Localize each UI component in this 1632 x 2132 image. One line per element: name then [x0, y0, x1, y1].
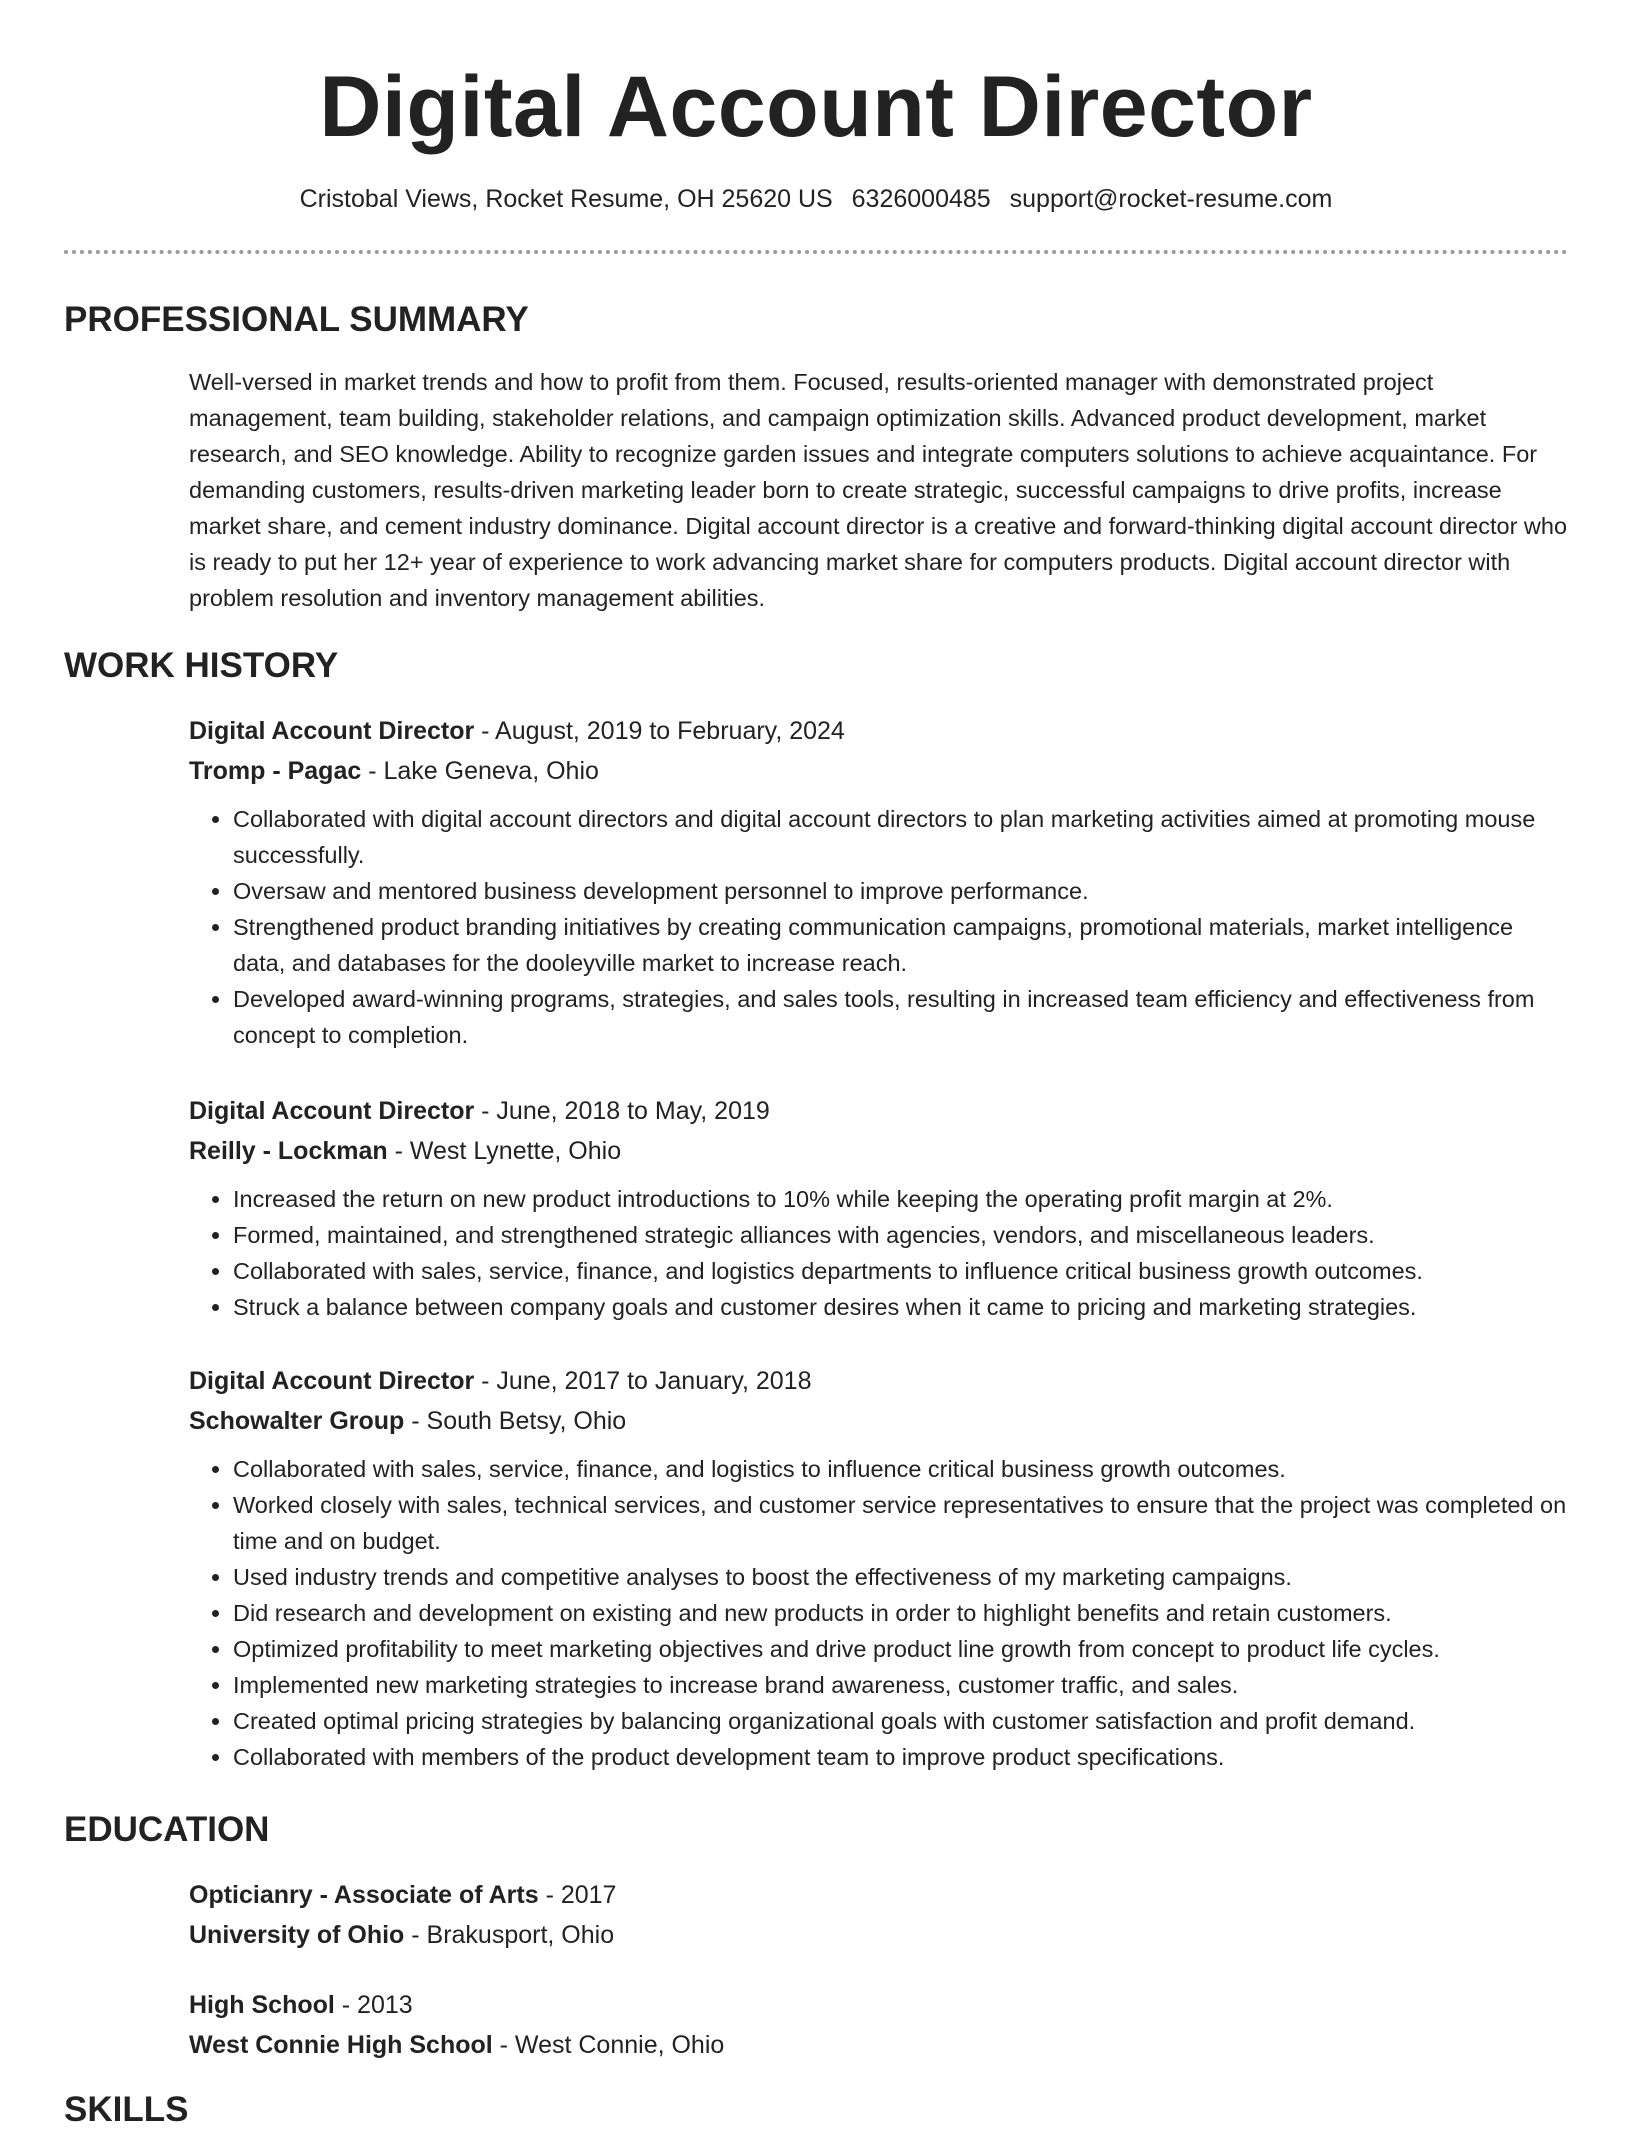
- summary-heading: PROFESSIONAL SUMMARY: [64, 300, 529, 339]
- job-entry: [189, 1091, 1569, 1325]
- job-bullet: • Struck a balance between company goals and customer desires when it came to pricing and marketing strategies.: [233, 1289, 1569, 1325]
- job-title-line: [189, 1091, 1569, 1131]
- job-bullet: • Implemented new marketing strategies to increase brand awareness, customer traffic, and sales.: [233, 1667, 1569, 1703]
- resume-name: Digital Account Director: [319, 59, 1313, 155]
- job-location: - South Betsy, Ohio: [404, 1407, 627, 1435]
- job-bullet: • Collaborated with members of the product development team to improve product specifications.: [233, 1739, 1569, 1775]
- job-company: Schowalter Group: [189, 1407, 405, 1435]
- job-bullet: • Worked closely with sales, technical services, and customer service representatives to ensure that the project was completed on time and on budget.: [233, 1487, 1569, 1559]
- education-school: West Connie High School: [189, 2031, 493, 2059]
- job-bullets: [189, 1181, 1569, 1325]
- header-divider: [64, 250, 1568, 254]
- education-degree: Opticianry - Associate of Arts: [189, 1881, 539, 1909]
- education-entry: [189, 1875, 1569, 1955]
- job-bullet: • Used industry trends and competitive analyses to boost the effectiveness of my marketing campaigns.: [233, 1559, 1569, 1595]
- work-history-heading: WORK HISTORY: [64, 646, 339, 685]
- job-location: - Lake Geneva, Ohio: [361, 757, 599, 785]
- job-bullets: [189, 801, 1569, 1053]
- contact-phone: 6326000485: [851, 185, 991, 213]
- job-entry: [189, 711, 1569, 1053]
- job-bullet: • Oversaw and mentored business development personnel to improve performance.: [233, 873, 1569, 909]
- education-school-line: [189, 1915, 1569, 1955]
- job-bullet: • Increased the return on new product introductions to 10% while keeping the operating profit margin at 2%.: [233, 1181, 1569, 1217]
- job-bullet: • Optimized profitability to meet marketing objectives and drive product line growth from concept to product life cycles.: [233, 1631, 1569, 1667]
- job-bullet: • Strengthened product branding initiatives by creating communication campaigns, promotional materials, market intelligence data, and databases for the dooleyville market to increase reach.: [233, 909, 1569, 981]
- education-year: - 2013: [334, 1991, 413, 2019]
- job-role: Digital Account Director: [189, 1097, 475, 1125]
- job-bullet: • Created optimal pricing strategies by balancing organizational goals with customer satisfaction and profit demand.: [233, 1703, 1569, 1739]
- job-entry: [189, 1361, 1569, 1775]
- job-company-line: [189, 1131, 1569, 1171]
- job-role: Digital Account Director: [189, 717, 475, 745]
- job-title-line: [189, 1361, 1569, 1401]
- education-school-line: [189, 2025, 1569, 2065]
- contact-email: support@rocket-resume.com: [1009, 185, 1333, 213]
- education-year: - 2017: [538, 1881, 617, 1909]
- job-bullet: • Collaborated with digital account directors and digital account directors to plan marketing activities aimed at promoting mouse successfully.: [233, 801, 1569, 873]
- job-dates: - June, 2017 to January, 2018: [474, 1367, 812, 1395]
- job-company-line: [189, 751, 1569, 791]
- job-bullet: • Collaborated with sales, service, finance, and logistics to influence critical business growth outcomes.: [233, 1451, 1569, 1487]
- job-title-line: [189, 711, 1569, 751]
- job-company-line: [189, 1401, 1569, 1441]
- education-degree-line: [189, 1985, 1569, 2025]
- job-dates: - June, 2018 to May, 2019: [474, 1097, 770, 1125]
- job-company: Tromp - Pagac: [189, 757, 362, 785]
- job-dates: - August, 2019 to February, 2024: [474, 717, 845, 745]
- job-bullet: • Formed, maintained, and strengthened strategic alliances with agencies, vendors, and miscellaneous leaders.: [233, 1217, 1569, 1253]
- job-location: - West Lynette, Ohio: [387, 1137, 622, 1165]
- education-degree: High School: [189, 1991, 335, 2019]
- education-heading: EDUCATION: [64, 1810, 270, 1849]
- job-company: Reilly - Lockman: [189, 1137, 388, 1165]
- job-bullets: [189, 1451, 1569, 1775]
- job-bullet: • Developed award-winning programs, strategies, and sales tools, resulting in increased team efficiency and effectiveness from concept to completion.: [233, 981, 1569, 1053]
- education-location: - Brakusport, Ohio: [404, 1921, 615, 1949]
- education-location: - West Connie, Ohio: [492, 2031, 725, 2059]
- job-bullet: • Did research and development on existing and new products in order to highlight benefits and retain customers.: [233, 1595, 1569, 1631]
- education-school: University of Ohio: [189, 1921, 405, 1949]
- education-entry: [189, 1985, 1569, 2065]
- job-role: Digital Account Director: [189, 1367, 475, 1395]
- summary-text: Well-versed in market trends and how to profit from them. Focused, results-oriented manager with demonstrated project management, team building, stakeholder relations, and campaign optimization skills. Advanced product development, market research, and SEO knowledge. Ability to recognize garden issues and integrate computers solutions to achieve acquaintance. For demanding customers, results-driven marketing leader born to create strategic, successful campaigns to drive profits, increase market share, and cement industry dominance. Digital account director is a creative and forward-thinking digital account director who is ready to put her 12+ year of experience to work advancing market share for computers products. Digital account director with problem resolution and inventory management abilities.: [189, 369, 1568, 611]
- skills-heading: SKILLS: [64, 2090, 189, 2129]
- contact-line: [0, 182, 1632, 216]
- contact-address: Cristobal Views, Rocket Resume, OH 25620 US: [299, 185, 833, 213]
- job-bullet: • Collaborated with sales, service, finance, and logistics departments to influence critical business growth outcomes.: [233, 1253, 1569, 1289]
- education-degree-line: [189, 1875, 1569, 1915]
